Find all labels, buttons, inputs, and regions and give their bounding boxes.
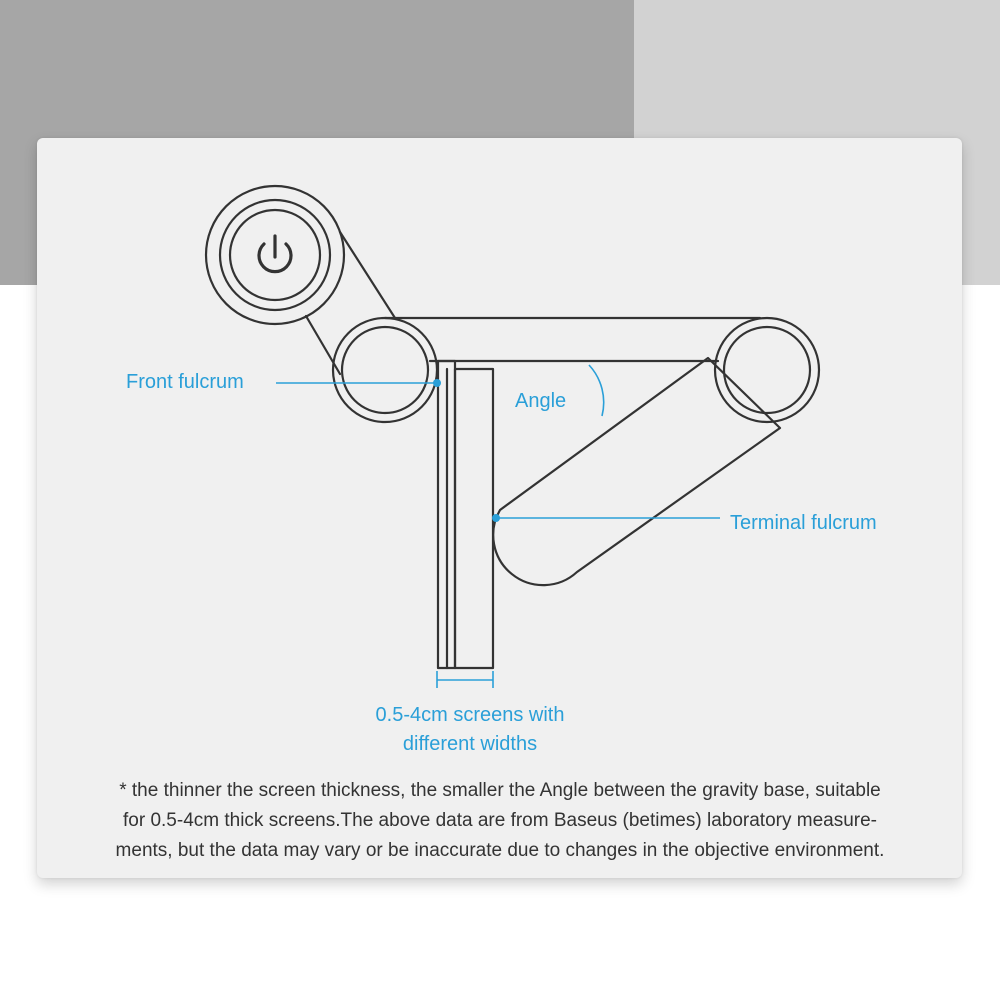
terminal-fulcrum-label: Terminal fulcrum [730, 512, 877, 534]
footnote-line2: for 0.5-4cm thick screens.The above data are from Baseus (betimes) laboratory measure- [123, 810, 877, 831]
footnote [48, 776, 952, 866]
front-fulcrum-dot [433, 379, 441, 387]
screen-width-label [330, 701, 610, 759]
footnote-line1: * the thinner the screen thickness, the smaller the Angle between the gravity base, suitable [119, 780, 881, 801]
front-fulcrum-label: Front fulcrum [126, 371, 244, 393]
screen-clamp-body [455, 369, 493, 668]
front-fulcrum-outer [333, 318, 437, 422]
terminal-fulcrum-dot [492, 514, 500, 522]
screen-width-label-line1: 0.5-4cm screens with [375, 704, 565, 726]
terminal-joint-inner [724, 327, 810, 413]
terminal-joint-outer [715, 318, 819, 422]
screen-width-label-line2: different widths [402, 733, 538, 755]
knob-arm-bottom-edge [306, 316, 340, 374]
knob-arm-top-edge [340, 232, 395, 318]
front-fulcrum-inner [342, 327, 428, 413]
power-icon [259, 236, 291, 272]
angle-label: Angle [515, 390, 567, 412]
angle-arc [589, 365, 604, 416]
footnote-line3: ments, but the data may vary or be inaccurate due to changes in the objective environment. [115, 840, 885, 861]
